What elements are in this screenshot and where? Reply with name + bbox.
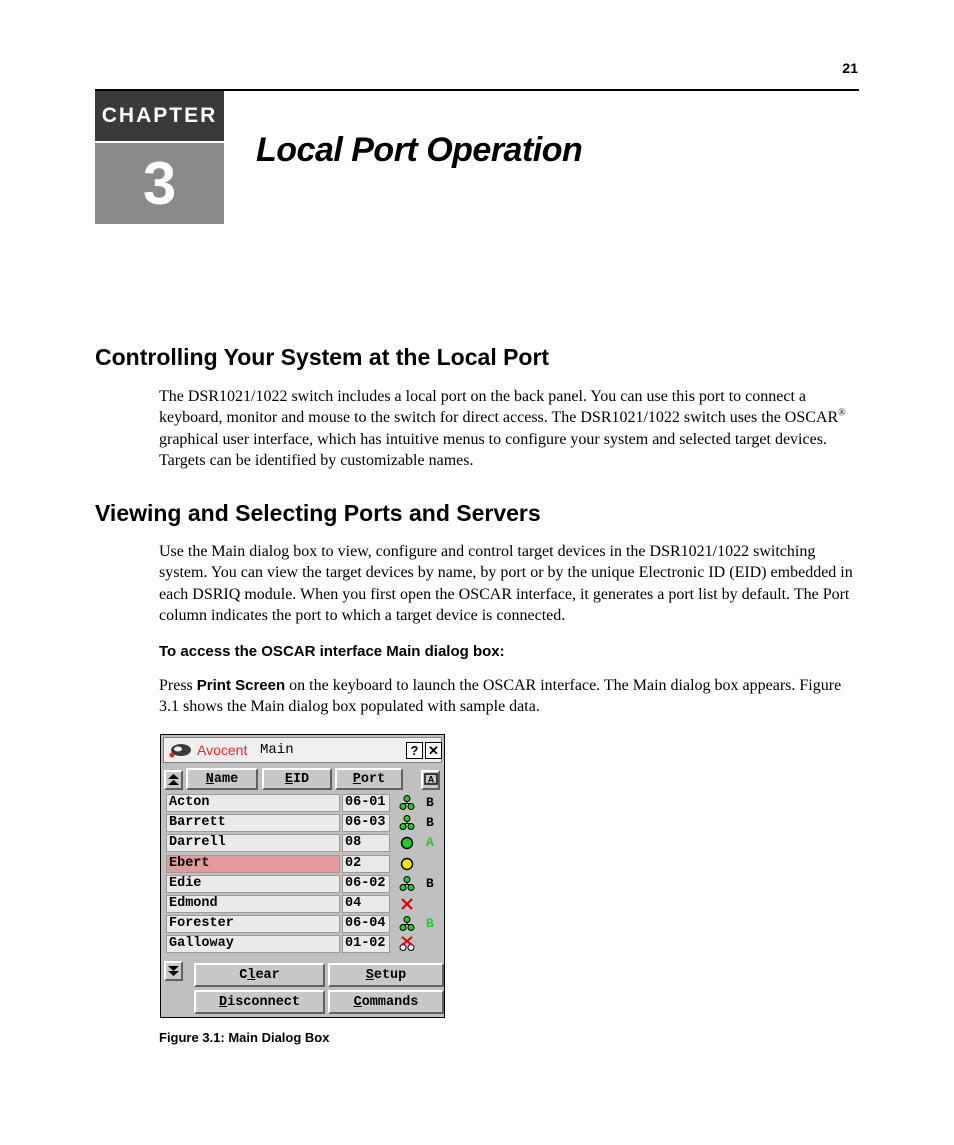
server-row-name[interactable]: Darrell [166,834,340,852]
page-number: 21 [842,60,858,76]
commands-button[interactable]: C ommands [328,990,444,1014]
channel-a-button[interactable] [421,770,440,790]
server-row-name[interactable]: Edmond [166,895,340,913]
oscar-main-dialog [160,734,445,1018]
procedure-heading: To access the OSCAR interface Main dialog box: [159,643,505,660]
key-print-screen: Print Screen [196,677,286,694]
avocent-logo-text: Avocent [197,742,248,758]
server-row-name[interactable]: Barrett [166,814,340,832]
server-row-name[interactable]: Ebert [166,855,340,873]
server-row-port[interactable]: 04 [342,895,390,913]
sort-port-button[interactable]: P ort [335,768,403,790]
server-row-name[interactable]: Acton [166,794,340,812]
server-row-channel: B [426,916,434,932]
chapter-title: Local Port Operation [256,131,583,169]
svg-text:A: A [427,774,434,785]
offline-icon [399,896,415,912]
cascade-offline-icon [399,936,415,952]
server-row-port[interactable]: 06-02 [342,875,390,893]
monitor-a-icon [424,773,438,787]
scroll-down-icon [168,965,179,977]
section-paragraph-viewing-ports: Use the Main dialog box to view, configure and control target devices in the DSR1021/1022 switching system. You can view the target devices by name, by port or by the unique Electronic ID (EID) embedded in each DSRIQ module. When you first open the OSCAR interface, it generates a port list by default. The Port column indicates the port to which a target device is connected. [159,543,853,624]
server-row-channel: B [426,815,434,831]
avocent-logo-icon [169,742,193,758]
chapter-number: 3 [95,143,224,224]
chapter-label: CHAPTER [95,91,224,141]
server-row-channel: B [426,875,434,891]
pending-icon [399,856,415,872]
server-row-port[interactable]: 06-04 [342,915,390,933]
figure-caption: Figure 3.1: Main Dialog Box [159,1030,330,1045]
scroll-down-button[interactable] [164,961,183,981]
server-row-channel: B [426,795,434,810]
server-row-name[interactable]: Forester [166,915,340,933]
scroll-up-icon [168,774,179,786]
server-row-port[interactable]: 02 [342,855,390,873]
cascade-online-icon [399,815,415,831]
setup-button[interactable]: S etup [328,963,444,987]
online-icon [399,835,415,851]
server-row-name[interactable]: Galloway [166,935,340,953]
server-row-port[interactable]: 08 [342,834,390,852]
cascade-online-icon [399,795,415,811]
server-row-port[interactable]: 06-03 [342,814,390,832]
cascade-online-icon [399,876,415,892]
disconnect-button[interactable]: D isconnect [194,990,325,1014]
clear-button[interactable]: C l ear [194,963,325,987]
procedure-step: Press Print Screen on the keyboard to launch the OSCAR interface. The Main dialog box appears. Figure 3.1 shows the Main dialog box populated with sample data. [159,677,842,716]
close-icon[interactable]: ✕ [425,742,442,759]
server-row-channel: A [426,835,434,851]
dialog-title: Main [260,742,294,758]
dialog-titlebar[interactable] [163,737,442,763]
cascade-online-icon [399,916,415,932]
server-row-port[interactable]: 06-01 [342,794,390,812]
server-row-port[interactable]: 01-02 [342,935,390,953]
help-icon[interactable]: ? [406,742,423,759]
sort-name-button[interactable]: N ame [186,768,258,790]
scroll-up-button[interactable] [164,770,183,790]
section-heading-local-port: Controlling Your System at the Local Port [95,344,550,370]
section-heading-viewing-ports: Viewing and Selecting Ports and Servers [95,500,541,526]
server-row-name[interactable]: Edie [166,875,340,893]
sort-eid-button[interactable]: E ID [262,768,332,790]
section-paragraph-local-port: The DSR1021/1022 switch includes a local port on the back panel. You can use this port to connect a keyboard, monitor and mouse to the switch for direct access. The DSR1021/1022 switch uses the OSCAR® graphical user interface, which has intuitive menus to configure your system and selected target devices. Targets can be identified by customizable names. [159,388,846,469]
